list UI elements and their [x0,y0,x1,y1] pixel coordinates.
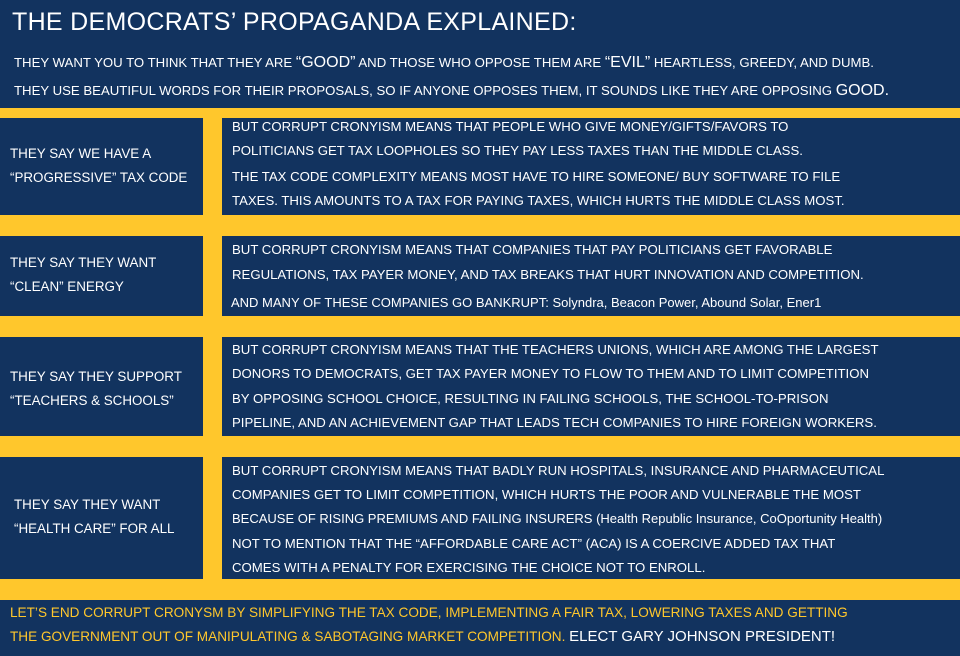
intro-text-good: GOOD. [835,82,890,99]
intro-text-evil: “EVIL” [604,54,651,71]
section-label: THEY SAY THEY SUPPORT [10,369,182,384]
section-tax-label-box [0,118,203,215]
section-label: THEY SAY THEY WANT [14,497,161,512]
intro-text: AND THOSE WHO OPPOSE THEM ARE [355,55,605,70]
bankrupt-text: AND MANY OF THESE COMPANIES GO BANKRUPT: [231,295,553,310]
footer-panel [0,600,960,656]
body-line: COMPANIES GET TO LIMIT COMPETITION, WHICH HURTS THE POOR AND VULNERABLE THE MOST [232,487,861,502]
body-line: THE TAX CODE COMPLEXITY MEANS MOST HAVE TO HIRE SOMEONE/ BUY SOFTWARE TO FILE [232,169,841,184]
section-label: “HEALTH CARE” FOR ALL [14,521,175,536]
body-line: PIPELINE, AND AN ACHIEVEMENT GAP THAT LEADS TECH COMPANIES TO HIRE FOREIGN WORKERS. [232,415,877,430]
section-schools-body-box [222,337,960,436]
footer-line-2 [10,628,835,645]
body-line: COMES WITH A PENALTY FOR EXERCISING THE CHOICE NOT TO ENROLL. [232,560,706,575]
body-line: TAXES. THIS AMOUNTS TO A TAX FOR PAYING TAXES, WHICH HURTS THE MIDDLE CLASS MOST. [232,193,845,208]
section-energy-label-box [0,236,203,316]
body-line [232,507,882,531]
section-tax-body-box [222,118,960,215]
footer-text: THE GOVERNMENT OUT OF MANIPULATING & SABOTAGING MARKET COMPETITION. [10,629,570,644]
footer-line-1: LET’S END CORRUPT CRONYSM BY SIMPLIFYING THE TAX CODE, IMPLEMENTING A FAIR TAX, LOWERING TAXES AND GETTING [10,605,848,620]
section-schools-label-box [0,337,203,436]
body-line: POLITICIANS GET TAX LOOPHOLES SO THEY PAY LESS TAXES THAN THE MIDDLE CLASS. [232,143,803,158]
section-label: THEY SAY THEY WANT [10,255,157,270]
body-line [231,291,821,315]
footer-call-to-action: ELECT GARY JOHNSON PRESIDENT! [569,628,836,645]
body-line: NOT TO MENTION THAT THE “AFFORDABLE CARE ACT” (ACA) IS A COERCIVE ADDED TAX THAT [232,536,836,551]
bankrupt-companies: Solyndra, Beacon Power, Abound Solar, Ener1 [552,295,822,310]
intro-text: THEY WANT YOU TO THINK THAT THEY ARE [14,55,296,70]
body-line: BUT CORRUPT CRONYISM MEANS THAT THE TEACHERS UNIONS, WHICH ARE AMONG THE LARGEST [232,342,879,357]
intro-text: HEARTLESS, GREEDY, AND DUMB. [650,55,874,70]
section-label: “PROGRESSIVE” TAX CODE [10,170,188,185]
intro-line-2 [14,82,889,100]
page-title: THE DEMOCRATS’ PROPAGANDA EXPLAINED: [12,8,577,36]
body-line: REGULATIONS, TAX PAYER MONEY, AND TAX BREAKS THAT HURT INNOVATION AND COMPETITION. [232,267,864,282]
body-text: BECAUSE OF RISING PREMIUMS AND FAILING INSURERS [232,511,597,526]
section-energy-body-box [222,236,960,316]
section-label: “CLEAN” ENERGY [10,279,124,294]
section-health-body-box [222,457,960,579]
section-label: “TEACHERS & SCHOOLS” [10,393,174,408]
intro-text-good: “GOOD” [295,54,356,71]
failed-insurers: (Health Republic Insurance, CoOportunity Health) [596,511,883,526]
intro-text: THEY USE BEAUTIFUL WORDS FOR THEIR PROPOSALS, SO IF ANYONE OPPOSES THEM, IT SOUNDS LIKE THEY ARE OPPOSING [14,83,836,98]
body-line: BY OPPOSING SCHOOL CHOICE, RESULTING IN FAILING SCHOOLS, THE SCHOOL-TO-PRISON [232,391,829,406]
header-panel [0,0,960,108]
intro-line-1 [14,54,874,72]
body-line: BUT CORRUPT CRONYISM MEANS THAT BADLY RUN HOSPITALS, INSURANCE AND PHARMACEUTICAL [232,463,885,478]
body-line: BUT CORRUPT CRONYISM MEANS THAT PEOPLE WHO GIVE MONEY/GIFTS/FAVORS TO [232,119,789,134]
section-label: THEY SAY WE HAVE A [10,146,152,161]
body-line: BUT CORRUPT CRONYISM MEANS THAT COMPANIES THAT PAY POLITICIANS GET FAVORABLE [232,242,833,257]
section-health-label-box [0,457,203,579]
body-line: DONORS TO DEMOCRATS, GET TAX PAYER MONEY TO FLOW TO THEM AND TO LIMIT COMPETITION [232,366,870,381]
